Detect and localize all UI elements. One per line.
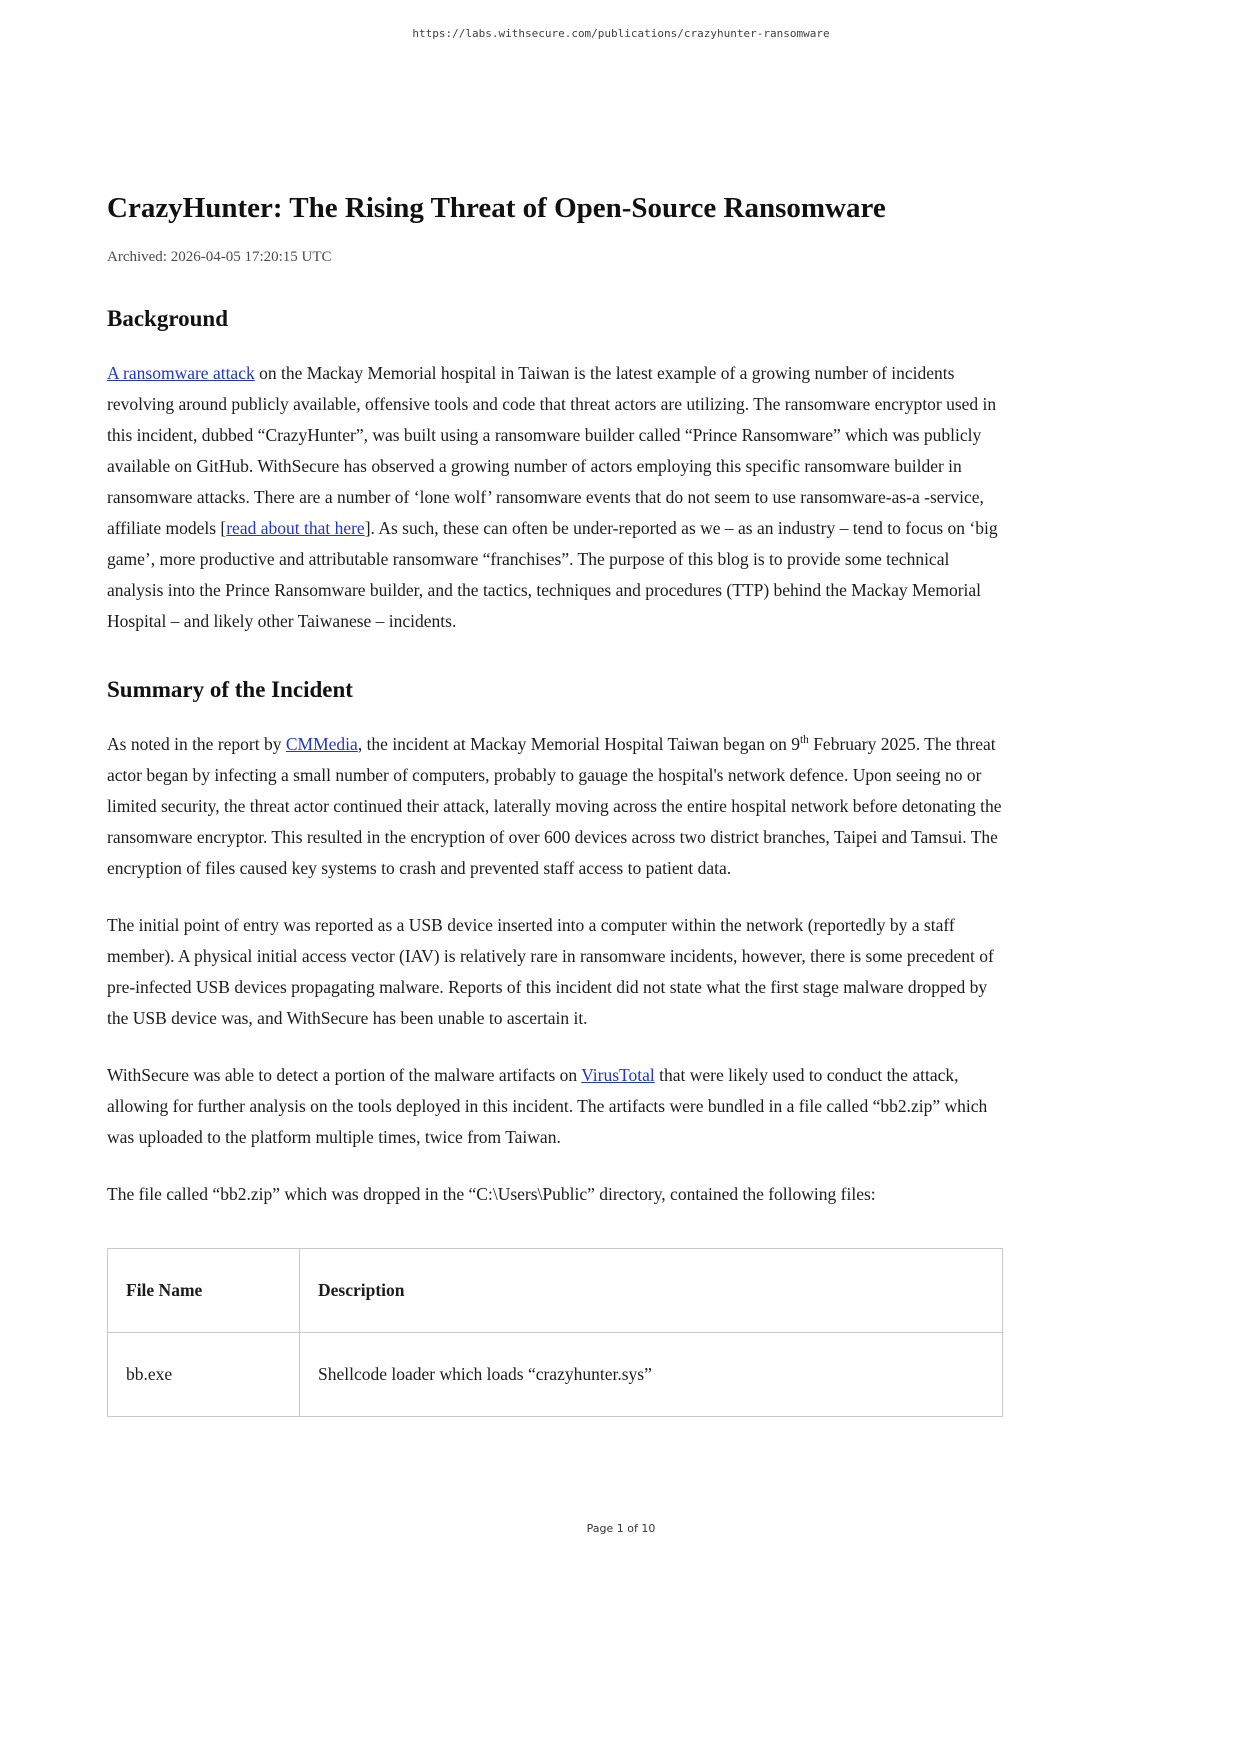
- paragraph-text: February 2025. The threat actor began by infecting a small number of computers, probably to gauage the hospital's network defence. Upon seeing no or limited security, the threat actor continued their attack, laterally moving across the entire hospital network before detonating the ransomware encryptor. This resulted in the encryption of over 600 devices across two district branches, Taipei and Tamsui. The encryption of files caused key systems to crash and prevented staff access to patient data.: [107, 734, 1002, 878]
- archived-timestamp: Archived: 2026-04-05 17:20:15 UTC: [107, 249, 332, 265]
- ordinal-superscript: th: [799, 734, 809, 747]
- summary-paragraph-2: The initial point of entry was reported as a USB device inserted into a computer within the network (reportedly by a staff member). A physical initial access vector (IAV) is relatively rare in ransomware incidents, however, there is some precedent of pre-infected USB devices propagating malware. Reports of this incident did not state what the first stage malware dropped by the USB device was, and WithSecure has been unable to ascertain it.: [107, 915, 994, 1028]
- virustotal-link[interactable]: VirusTotal: [581, 1065, 655, 1085]
- background-paragraph: [107, 358, 1003, 637]
- cmmedia-link[interactable]: CMMedia: [285, 734, 358, 754]
- paragraph-text: that were likely used to conduct the attack, allowing for further analysis on the tools deployed in this incident. The artifacts were bundled in a file called “bb2.zip” which was uploaded to the platform multiple times, twice from Taiwan.: [107, 1065, 988, 1147]
- table-header-row: [108, 1249, 1003, 1333]
- read-about-that-here-link[interactable]: read about that here: [226, 518, 365, 538]
- table-cell-description: Shellcode loader which loads “crazyhunter.sys”: [300, 1333, 1003, 1417]
- paragraph-text: , the incident at Mackay Memorial Hospital Taiwan began on 9: [357, 734, 800, 754]
- page-number: Page 1 of 10: [586, 1522, 656, 1535]
- paragraph-text: As noted in the report by: [107, 734, 286, 754]
- files-table: [107, 1248, 1003, 1417]
- table-header-file-name: File Name: [108, 1249, 300, 1333]
- article-title: CrazyHunter: The Rising Threat of Open-Source Ransomware: [107, 192, 886, 224]
- paragraph-text: on the Mackay Memorial hospital in Taiwan is the latest example of a growing number of incidents revolving around publicly available, offensive tools and code that threat actors are utilizing. The ransomware encryptor used in this incident, dubbed “CrazyHunter”, was built using a ransomware builder called “Prince Ransomware” which was publicly available on GitHub. WithSecure has observed a growing number of actors employing this specific ransomware builder in ransomware attacks. There are a number of ‘lone wolf’ ransomware events that do not seem to use ransomware-as-a -service, affiliate models [: [107, 363, 997, 538]
- paragraph-text: ]. As such, these can often be under-reported as we – as an industry – tend to focus on ‘big game’, more productive and attributable ransomware “franchises”. The purpose of this blog is to provide some technical analysis into the Prince Ransomware builder, and the tactics, techniques and procedures (TTP) behind the Mackay Memorial Hospital – and likely other Taiwanese – incidents.: [107, 518, 998, 631]
- summary-paragraph-4: The file called “bb2.zip” which was dropped in the “C:\Users\Public” directory, contained the following files:: [107, 1184, 876, 1204]
- summary-paragraph-1: [107, 729, 1003, 884]
- summary-paragraph-3: [107, 1060, 1003, 1153]
- table-row: [108, 1333, 1003, 1417]
- section-heading-summary: Summary of the Incident: [107, 677, 353, 702]
- page-url: https://labs.withsecure.com/publications/crazyhunter-ransomware: [412, 27, 830, 40]
- article-content: [107, 0, 1003, 1417]
- paragraph-text: WithSecure was able to detect a portion of the malware artifacts on: [107, 1065, 582, 1085]
- table-cell-file-name: bb.exe: [108, 1333, 300, 1417]
- ransomware-attack-link[interactable]: A ransomware attack: [107, 363, 255, 383]
- table-header-description: Description: [300, 1249, 1003, 1333]
- section-heading-background: Background: [107, 306, 229, 331]
